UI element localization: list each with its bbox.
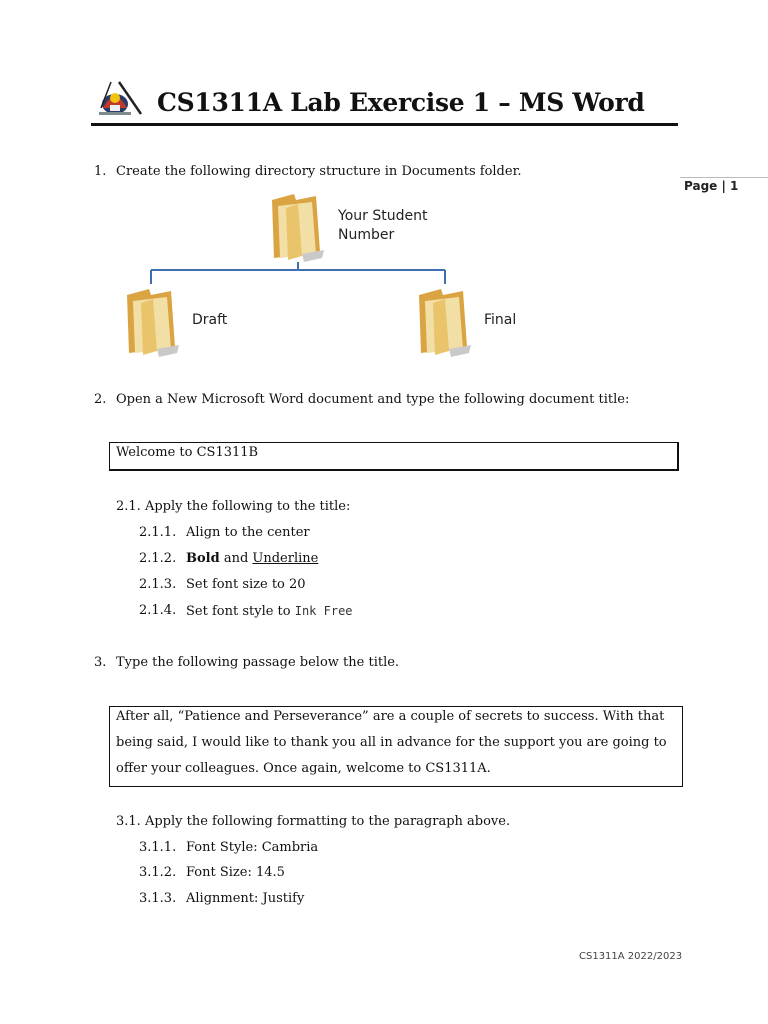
page-title: CS1311A Lab Exercise 1 – MS Word	[157, 88, 645, 117]
step-2-1-2-number: 2.1.2.	[139, 551, 177, 566]
step-2-1-3-number: 2.1.3.	[139, 577, 177, 592]
step-3-1-3-number: 3.1.3.	[139, 891, 177, 906]
step-2-1-3-text: Set font size to 20	[186, 577, 306, 592]
step-3-1-3-text: Alignment: Justify	[186, 891, 305, 906]
step-1-text: Create the following directory structure in Documents folder.	[116, 164, 522, 179]
bold-word: Bold	[186, 551, 220, 566]
step-2-1-4-text	[186, 603, 353, 620]
tree-connector-lines	[150, 262, 446, 286]
step-3-1-heading: 3.1. Apply the following formatting to the paragraph above.	[116, 814, 511, 829]
title-rule	[91, 123, 678, 126]
step-3-1-1-number: 3.1.1.	[139, 840, 177, 855]
page-number: Page | 1	[684, 179, 739, 193]
step-2-1-heading: 2.1. Apply the following to the title:	[116, 499, 351, 514]
step-3-text: Type the following passage below the title.	[116, 655, 400, 670]
step-1-number: 1.	[94, 164, 107, 179]
step-3-1-2-number: 3.1.2.	[139, 865, 177, 880]
underline-word: Underline	[252, 551, 319, 566]
ink-free-sample: Ink Free	[294, 604, 353, 618]
page-number-rule	[680, 177, 768, 178]
folder-label-draft: Draft	[192, 312, 228, 328]
passage-line-2: being said, I would like to thank you all in advance for the support you are going to	[116, 735, 667, 750]
page-footer: CS1311A 2022/2023	[579, 951, 683, 962]
step-2-number: 2.	[94, 392, 107, 407]
and-word: and	[219, 551, 253, 566]
passage-text	[116, 704, 667, 782]
title-sample-text: Welcome to CS1311B	[116, 445, 259, 460]
university-logo-icon	[93, 78, 153, 118]
folder-label-root-line2: Number	[338, 227, 395, 243]
font-style-label: Set font style to	[186, 604, 295, 619]
step-2-1-1-text: Align to the center	[186, 525, 310, 540]
step-2-1-1-number: 2.1.1.	[139, 525, 177, 540]
step-3-1-2-text: Font Size: 14.5	[186, 865, 285, 880]
step-3-1-1-text: Font Style: Cambria	[186, 840, 319, 855]
folder-icon-final	[415, 287, 477, 357]
passage-line-3: offer your colleagues. Once again, welcome to CS1311A.	[116, 761, 491, 776]
step-2-1-4-number: 2.1.4.	[139, 603, 177, 618]
folder-label-root-line1: Your Student	[338, 208, 428, 224]
passage-line-1: After all, “Patience and Perseverance” are a couple of secrets to success. With that	[116, 709, 665, 724]
folder-icon-draft	[123, 287, 185, 357]
step-2-1-2-text	[186, 551, 318, 567]
folder-icon-student-number	[268, 192, 330, 262]
step-3-number: 3.	[94, 655, 107, 670]
step-2-text: Open a New Microsoft Word document and type the following document title:	[116, 392, 630, 407]
folder-label-final: Final	[484, 312, 517, 328]
